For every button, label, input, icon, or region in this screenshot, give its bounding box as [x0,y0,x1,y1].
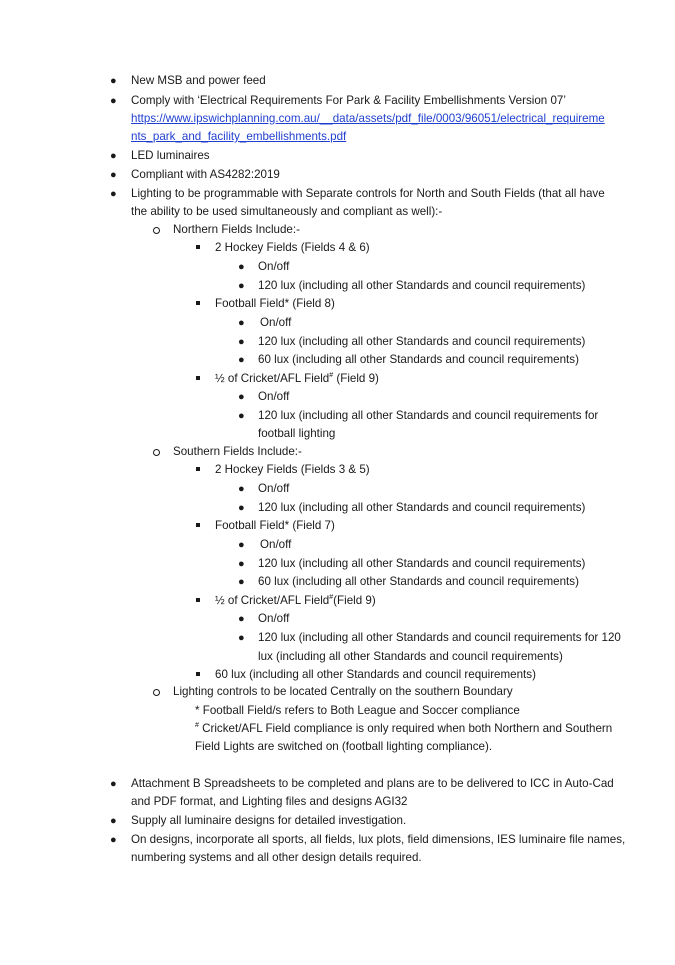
s-cricket-label: ½ of Cricket/AFL Field [215,594,330,607]
s-football-120: 120 lux (including all other Standards and council requirements) [258,557,586,570]
hash-mark: # [329,594,334,602]
bullet-square [196,376,200,380]
northern-heading: Northern Fields Include:- [173,223,300,236]
s-hockey-onoff: On/off [258,482,290,495]
bullet-circle [153,449,160,456]
bullet-dot: ● [238,317,245,329]
bullet-dot: ● [238,336,245,348]
item-attachment-b-cont: and PDF format, and Lighting files and designs AGI32 [131,795,408,808]
bullet-square [196,301,200,305]
n-cricket-120: 120 lux (including all other Standards and council requirements for [258,409,599,422]
bullet-dot: ● [110,778,117,790]
n-cricket-120-cont: football lighting [258,427,336,440]
bullet-dot: ● [238,576,245,588]
n-football-120: 120 lux (including all other Standards and council requirements) [258,335,586,348]
n-cricket-field: (Field 9) [333,372,379,385]
bullet-dot: ● [238,613,245,625]
southern-heading: Southern Fields Include:- [173,445,302,458]
n-hockey: 2 Hockey Fields (Fields 4 & 6) [215,241,370,254]
item-attachment-b: Attachment B Spreadsheets to be completed and plans are to be delivered to ICC in Auto-Cad [131,777,614,790]
cricket-note-cont: Field Lights are switched on (football lighting compliance). [195,740,493,753]
s-football: Football Field* (Field 7) [215,519,335,532]
item-new-msb: New MSB and power feed [131,74,266,87]
requirements-link[interactable]: https://www.ipswichplanning.com.au/__data/assets/pdf_file/0003/96051/electrical_requireme [131,112,605,125]
item-comply: Comply with ‘Electrical Requirements For Park & Facility Embellishments Version 07’ [131,94,566,107]
bullet-dot: ● [238,354,245,366]
bullet-dot: ● [110,169,117,181]
requirements-link-cont[interactable]: nts_park_and_facility_embellishments.pdf [131,130,347,143]
n-hockey-120: 120 lux (including all other Standards and council requirements) [258,279,586,292]
hash-mark: # [329,372,334,380]
s-cricket-onoff: On/off [258,612,290,625]
item-lighting-cont: the ability to be used simultaneously and compliant as well):- [131,205,443,218]
hash-mark: # [195,722,199,730]
s-cricket-field: (Field 9) [333,594,376,607]
bullet-dot: ● [238,558,245,570]
n-cricket-onoff: On/off [258,390,290,403]
bullet-square [196,523,200,527]
n-football-onoff: On/off [260,316,292,329]
bullet-dot: ● [110,75,117,87]
n-hockey-onoff: On/off [258,260,290,273]
bullet-square [196,598,200,602]
bullet-dot: ● [238,280,245,292]
s-hockey: 2 Hockey Fields (Fields 3 & 5) [215,463,370,476]
s-60lux: 60 lux (including all other Standards and council requirements) [215,668,536,681]
bullet-dot: ● [238,539,245,551]
bullet-circle [153,227,160,234]
bullet-dot: ● [238,632,245,644]
bullet-dot: ● [110,95,117,107]
bullet-square [196,245,200,249]
bullet-dot: ● [238,261,245,273]
item-led: LED luminaires [131,149,210,162]
bullet-dot: ● [110,834,117,846]
item-compliant: Compliant with AS4282:2019 [131,168,280,181]
bullet-dot: ● [238,391,245,403]
n-cricket [215,371,379,387]
n-cricket-label: ½ of Cricket/AFL Field [215,372,330,385]
item-on-designs: On designs, incorporate all sports, all fields, lux plots, field dimensions, IES luminaire file names, [131,833,626,846]
bullet-dot: ● [110,815,117,827]
bullet-dot: ● [238,502,245,514]
n-football-60: 60 lux (including all other Standards and council requirements) [258,353,579,366]
n-football: Football Field* (Field 8) [215,297,335,310]
item-on-designs-cont: numbering systems and all other design details required. [131,851,422,864]
bullet-dot: ● [110,188,117,200]
s-cricket [215,593,376,609]
bullet-square [196,467,200,471]
s-football-onoff: On/off [260,538,292,551]
bullet-dot: ● [238,410,245,422]
football-note: * Football Field/s refers to Both League and Soccer compliance [195,704,520,717]
bullet-dot: ● [238,483,245,495]
s-hockey-120: 120 lux (including all other Standards and council requirements) [258,501,586,514]
s-cricket-120-cont: lux (including all other Standards and council requirements) [258,650,563,663]
bullet-dot: ● [110,150,117,162]
controls-location: Lighting controls to be located Centrally on the southern Boundary [173,685,513,698]
cricket-note [195,721,612,737]
s-cricket-120: 120 lux (including all other Standards and council requirements for 120 [258,631,621,644]
s-football-60: 60 lux (including all other Standards and council requirements) [258,575,579,588]
item-lighting: Lighting to be programmable with Separate controls for North and South Fields (that all have [131,187,605,200]
cricket-note-text: Cricket/AFL Field compliance is only required when both Northern and Southern [198,722,613,735]
bullet-square [196,672,200,676]
item-supply-designs: Supply all luminaire designs for detailed investigation. [131,814,407,827]
bullet-circle [153,689,160,696]
